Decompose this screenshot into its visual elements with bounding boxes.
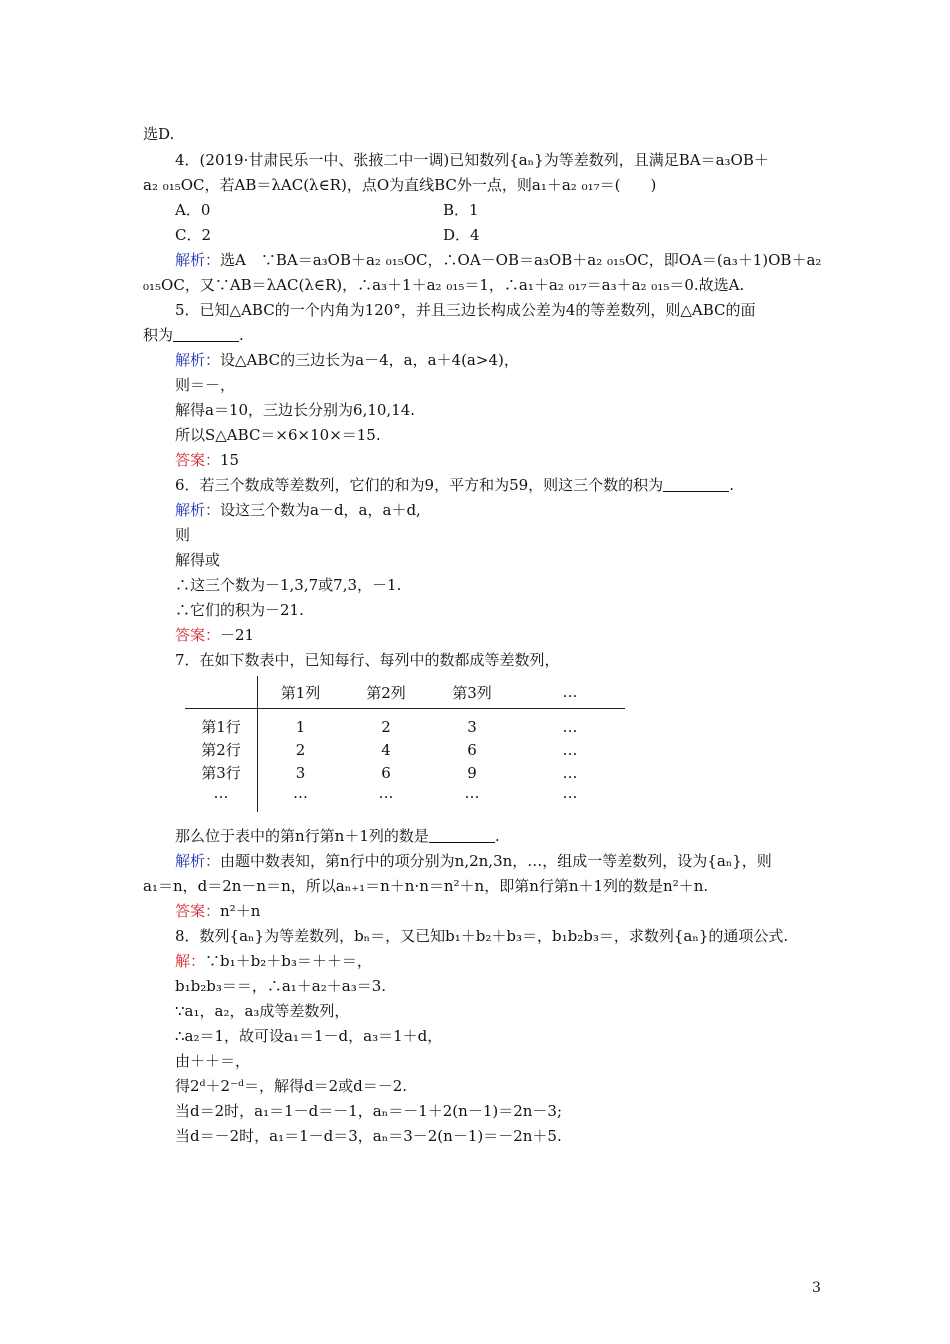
page-number: 3	[812, 1280, 821, 1296]
table-cell: …	[562, 717, 578, 736]
table-header-cell: 第2列	[343, 676, 429, 709]
table-cell: 第2行	[185, 738, 258, 761]
solution-6-line: 则	[175, 526, 191, 544]
table-header-cell: 第1列	[258, 676, 344, 709]
solution-5	[175, 350, 519, 370]
solution-4-cont: ₀₁₅OC，又∵AB＝λAC(λ∈R)，∴a₃＋1＋a₂ ₀₁₅＝1，∴a₁＋a₂ ₀₁₇＝a₃＋a₂ ₀₁₅＝0.故选A.	[143, 276, 745, 294]
solution-8	[175, 951, 372, 971]
table-header-cell: …	[515, 676, 625, 709]
solution-text: 选A ∵BA＝a₃OB＋a₂ ₀₁₅OC，∴OA－OB＝a₃OB＋a₂ ₀₁₅OC，即OA＝(a₃＋1)OB＋a₂	[220, 251, 822, 269]
solution-label: 解析：	[175, 251, 221, 269]
solution-4	[175, 250, 821, 270]
table-cell: …	[378, 784, 394, 802]
solution-8-line: 由＋＋＝，	[175, 1052, 251, 1070]
solution-text: 由题中数表知，第n行中的项分别为n,2n,3n，…，组成一等差数列，设为{aₙ}，则	[220, 852, 772, 870]
table-cell: 6	[467, 740, 477, 759]
number-table	[185, 676, 625, 812]
solution-5-line: 所以S△ABC＝×6×10×＝15.	[175, 426, 381, 444]
solution-7	[175, 851, 772, 871]
solution-8-line: 当d＝2时，a₁＝1－d＝－1，aₙ＝－1＋2(n－1)＝2n－3;	[175, 1102, 563, 1120]
answer-label: 答案：	[175, 902, 221, 920]
solution-8-line: 得2ᵈ＋2⁻ᵈ＝，解得d＝2或d＝－2.	[175, 1077, 408, 1095]
table-cell: 第1行	[185, 709, 258, 739]
solution-6	[175, 500, 421, 520]
table-cell: 9	[467, 763, 477, 782]
table-cell: 6	[381, 763, 391, 782]
option-c: C．2	[175, 226, 212, 244]
answer-7	[175, 901, 260, 921]
answer-blank	[173, 327, 239, 342]
solution-text: ∵b₁＋b₂＋b₃＝＋＋＝，	[205, 952, 372, 970]
table-row	[185, 761, 625, 784]
solution-6-line: 解得或	[175, 551, 221, 569]
option-b: B．1	[443, 201, 479, 219]
table-cell: …	[562, 740, 578, 759]
answer-label: 答案：	[175, 451, 221, 469]
solution-7-cont: a₁＝n，d＝2n－n＝n，所以aₙ₊₁＝n＋n·n＝n²＋n，即第n行第n＋1列的数是n²＋n.	[143, 877, 709, 895]
answer-5	[175, 450, 239, 470]
table-cell: …	[293, 784, 308, 802]
solution-6-line: ∴它们的积为－21.	[175, 601, 304, 619]
table-cell: …	[464, 784, 480, 802]
stem-text: 积为	[143, 326, 174, 344]
answer-value: 15	[220, 451, 240, 469]
answer-6	[175, 625, 254, 645]
solution-label: 解析：	[175, 852, 221, 870]
solution-5-line: 解得a＝10，三边长分别为6,10,14.	[175, 401, 416, 419]
text-line: 选D.	[143, 125, 175, 143]
table-cell: 1	[295, 717, 306, 736]
stem-end: .	[239, 326, 244, 344]
solution-8-line: 当d＝－2时，a₁＝1－d＝3，aₙ＝3－2(n－1)＝－2n＋5.	[175, 1127, 562, 1145]
stem-end: .	[494, 827, 500, 845]
solution-text: 设△ABC的三边长为a－4，a，a＋4(a>4)，	[220, 351, 519, 369]
answer-value: n²＋n	[220, 902, 261, 920]
answer-value: －21	[220, 626, 255, 644]
question-4-stem: 4．(2019·甘肃民乐一中、张掖二中一调)已知数列{aₙ}为等差数列，且满足BA＝a₃OB＋	[175, 151, 769, 169]
stem-text: 6．若三个数成等差数列，它们的和为9，平方和为59，则这三个数的积为	[175, 476, 664, 494]
solution-label: 解析：	[175, 501, 221, 519]
question-5-stem: 5．已知△ABC的一个内角为120°，并且三边长构成公差为4的等差数列，则△ABC的面	[175, 301, 756, 319]
table-cell: 3	[295, 763, 306, 782]
question-5-stem-cont	[143, 325, 244, 345]
table-cell: 2	[295, 740, 306, 759]
option-a: A．0	[175, 201, 211, 219]
solution-8-line: ∵a₁，a₂，a₃成等差数列，	[175, 1002, 350, 1020]
table-cell: 2	[381, 717, 391, 736]
answer-blank	[429, 828, 495, 843]
question-6-stem	[175, 475, 734, 495]
table-cell: 4	[381, 740, 391, 759]
solution-label: 解：	[175, 952, 206, 970]
solution-8-line: ∴a₂＝1，故可设a₁＝1－d，a₃＝1＋d，	[175, 1027, 443, 1045]
solution-label: 解析：	[175, 351, 221, 369]
table-row	[185, 738, 625, 761]
stem-text: 那么位于表中的第n行第n＋1列的数是	[175, 827, 429, 845]
table-row	[185, 709, 625, 739]
option-d: D．4	[443, 226, 480, 244]
table-header-cell	[185, 676, 258, 709]
solution-text: 设这三个数为a－d，a，a＋d,	[220, 501, 421, 519]
table-cell: …	[185, 784, 258, 812]
table-cell: 第3行	[185, 761, 258, 784]
solution-6-line: ∴这三个数为－1,3,7或7,3，－1.	[175, 576, 402, 594]
solution-5-line: 则＝－，	[175, 376, 236, 394]
question-7-ask	[175, 826, 500, 846]
table-header-row	[185, 676, 625, 709]
answer-label: 答案：	[175, 626, 221, 644]
question-4-stem-cont: a₂ ₀₁₅OC，若AB＝λAC(λ∈R)，点O为直线BC外一点，则a₁＋a₂ ₀₁₇＝( )	[143, 176, 657, 194]
answer-blank	[663, 477, 729, 492]
question-7-stem: 7．在如下数表中，已知每行、每列中的数都成等差数列，	[175, 651, 560, 669]
table-header-cell: 第3列	[429, 676, 515, 709]
table-cell: 3	[467, 717, 477, 736]
table-row	[185, 784, 625, 812]
stem-end: .	[729, 476, 734, 494]
solution-8-line: b₁b₂b₃＝＝，∴a₁＋a₂＋a₃＝3.	[175, 977, 387, 995]
table-cell: …	[562, 763, 578, 782]
table-cell: …	[562, 784, 578, 802]
question-8-stem: 8．数列{aₙ}为等差数列，bₙ＝，又已知b₁＋b₂＋b₃＝，b₁b₂b₃＝，求数列{aₙ}的通项公式.	[175, 927, 789, 945]
